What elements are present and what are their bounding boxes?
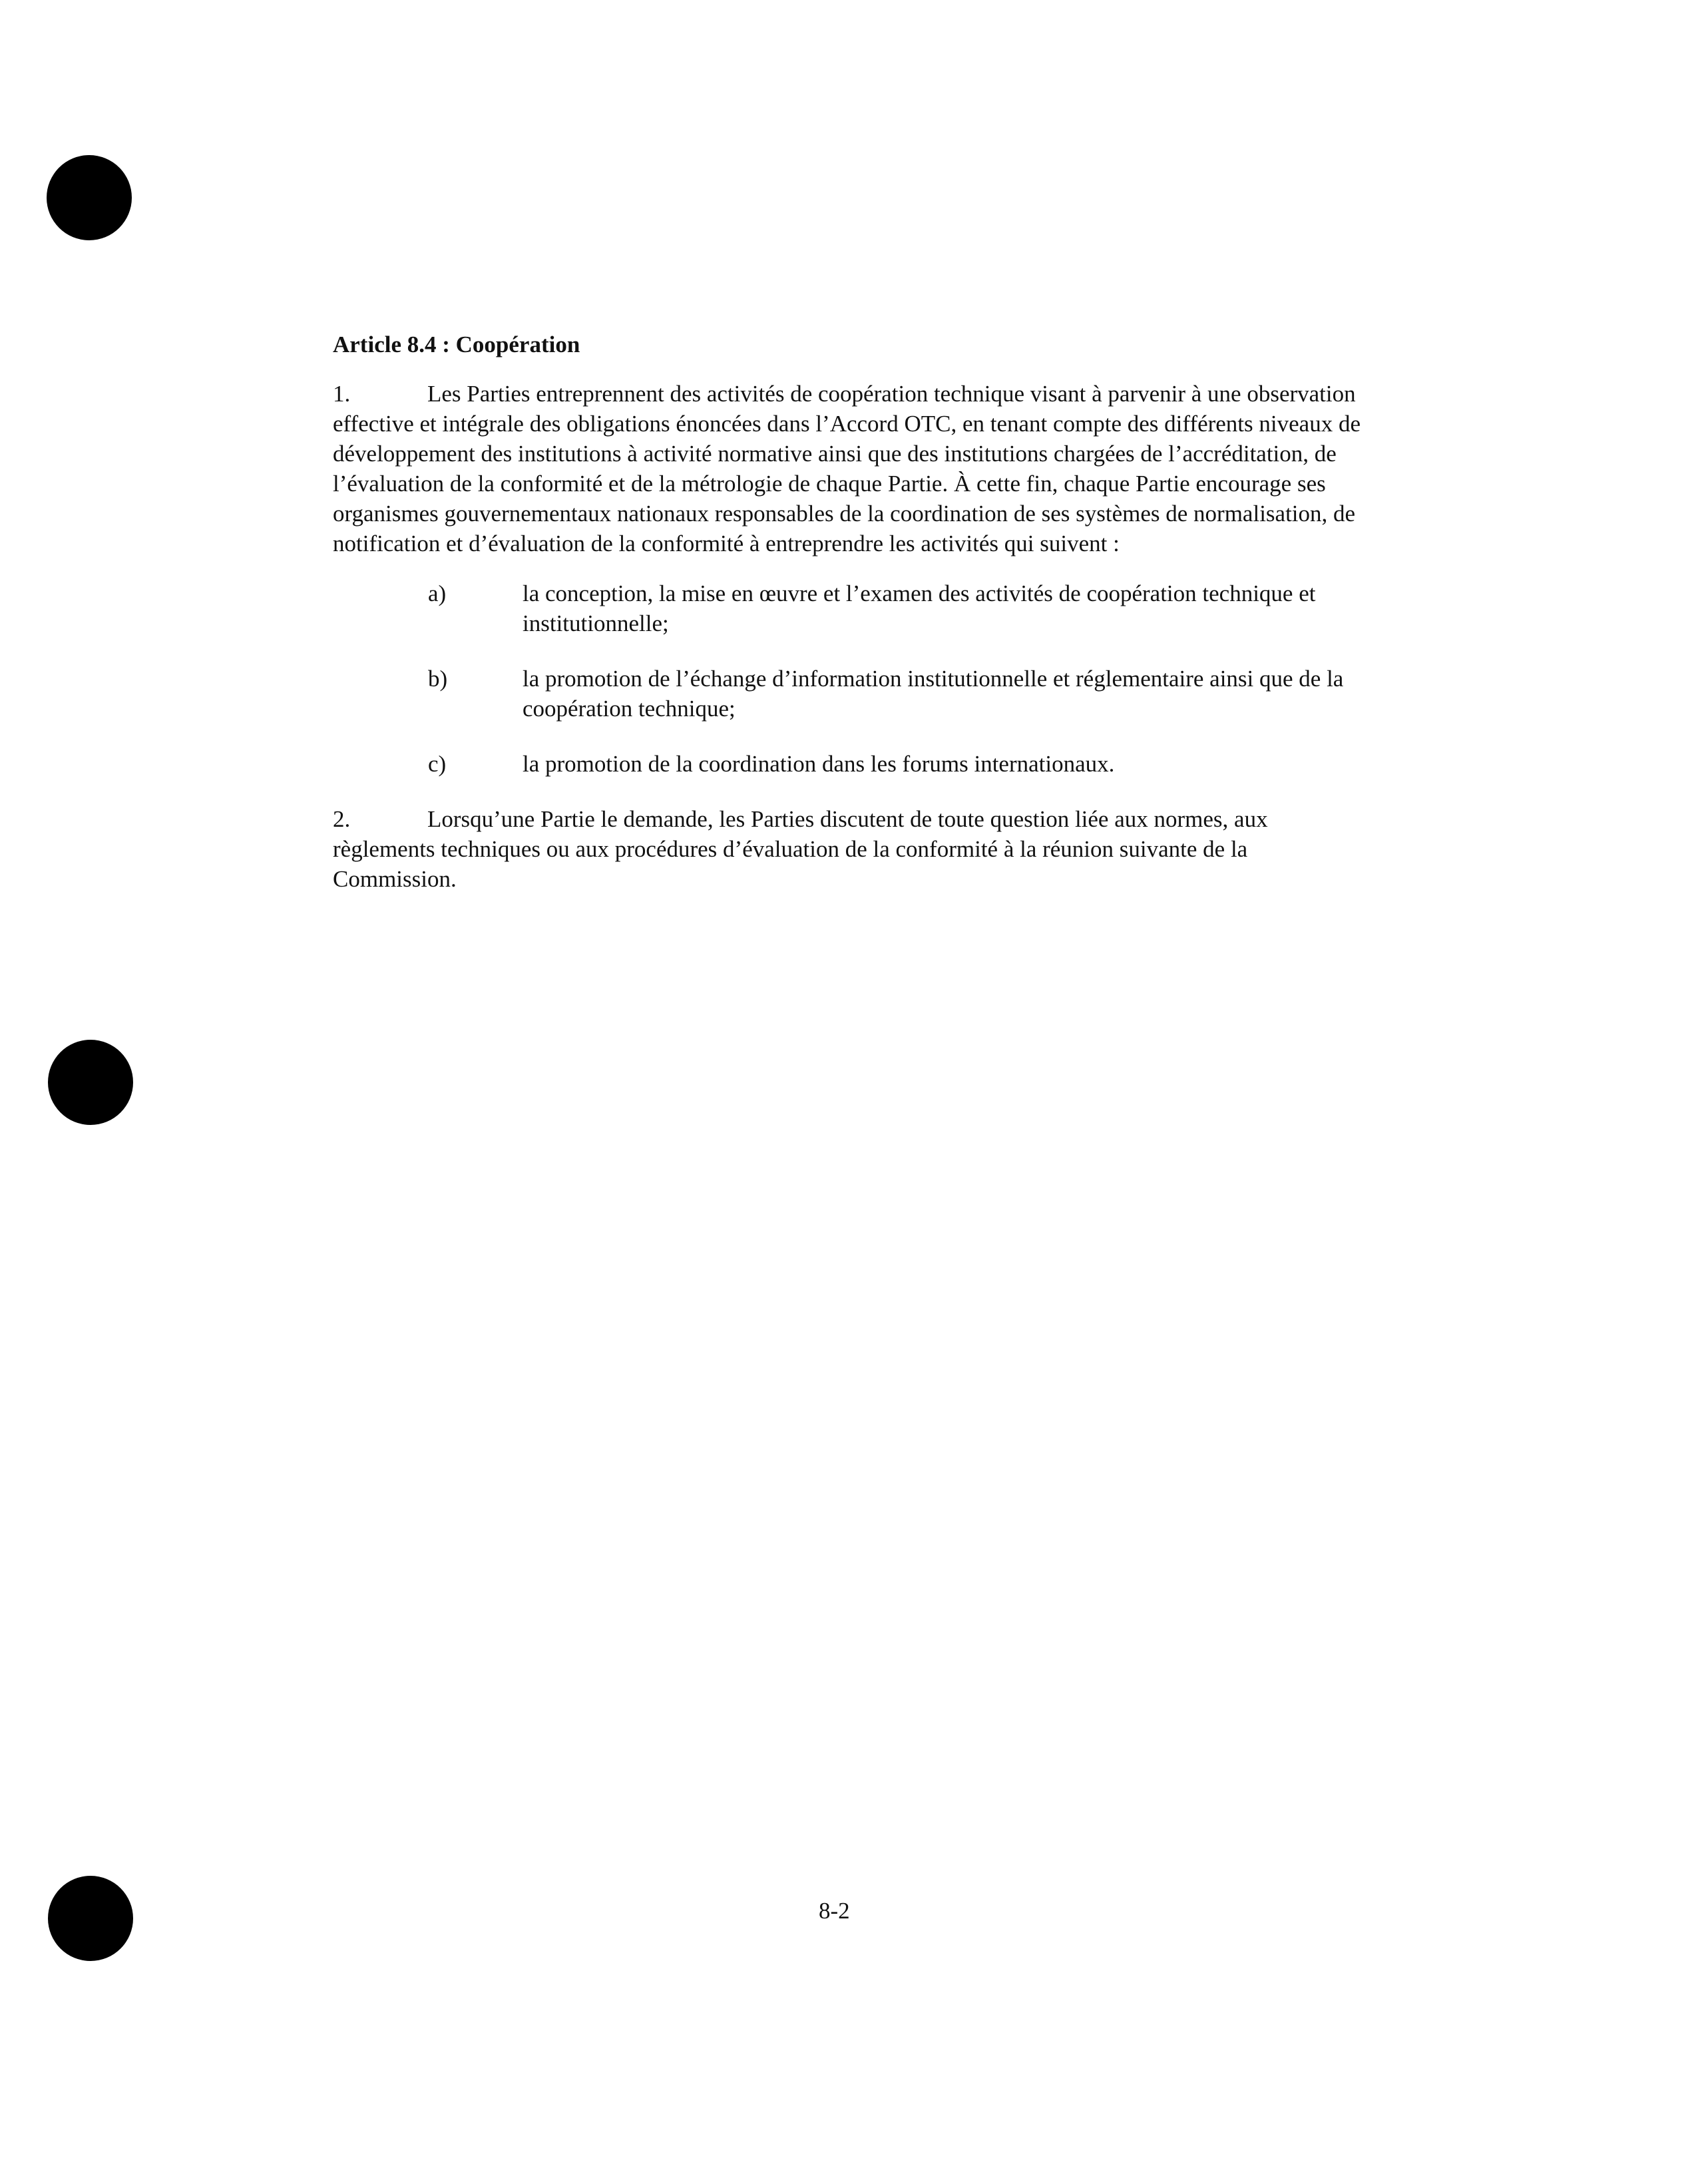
paragraph-1-number: 1. xyxy=(333,381,351,407)
paragraph-1 xyxy=(333,379,1371,558)
paragraph-2-number: 2. xyxy=(333,806,351,832)
list-item-b-letter: b) xyxy=(428,666,448,692)
document-body xyxy=(333,329,1371,894)
list-item-c xyxy=(333,749,1371,779)
list-item-b-text: la promotion de l’échange d’information institutionnelle et réglementaire ainsi que de la coopération technique; xyxy=(523,666,1344,722)
paragraph-1-text: Les Parties entreprennent des activités de coopération technique visant à parvenir à une observation effective et intégrale des obligations énoncées dans l’Accord OTC, en tenant compte des différents niveaux de développement des institutions à activité normative ainsi que des institutions chargées de l’accréditation, de l’évaluation de la conformité et de la métrologie de chaque Partie. À cette fin, chaque Partie encourage ses organismes gouvernementaux nationaux responsables de la coordination de ses systèmes de normalisation, de notification et d’évaluation de la conformité à entreprendre les activités qui suivent : xyxy=(333,381,1361,556)
list-item-b xyxy=(333,664,1371,724)
paragraph-2-text: Lorsqu’une Partie le demande, les Parties discutent de toute question liée aux normes, aux règlements techniques ou aux procédures d’évaluation de la conformité à la réunion suivante de la Commission. xyxy=(333,806,1268,892)
punch-hole-middle xyxy=(48,1040,133,1125)
article-title: Article 8.4 : Coopération xyxy=(333,331,580,357)
list-item-c-text: la promotion de la coordination dans les forums internationaux. xyxy=(523,751,1115,777)
paragraph-2 xyxy=(333,804,1371,894)
list-item-a xyxy=(333,578,1371,638)
punch-hole-bottom xyxy=(48,1876,133,1961)
list-item-a-letter: a) xyxy=(428,580,447,606)
page-number: 8-2 xyxy=(819,1898,850,1924)
list-item-c-letter: c) xyxy=(428,751,447,777)
punch-hole-top xyxy=(47,155,132,240)
list-item-a-text: la conception, la mise en œuvre et l’examen des activités de coopération technique et institutionnelle; xyxy=(523,580,1316,636)
